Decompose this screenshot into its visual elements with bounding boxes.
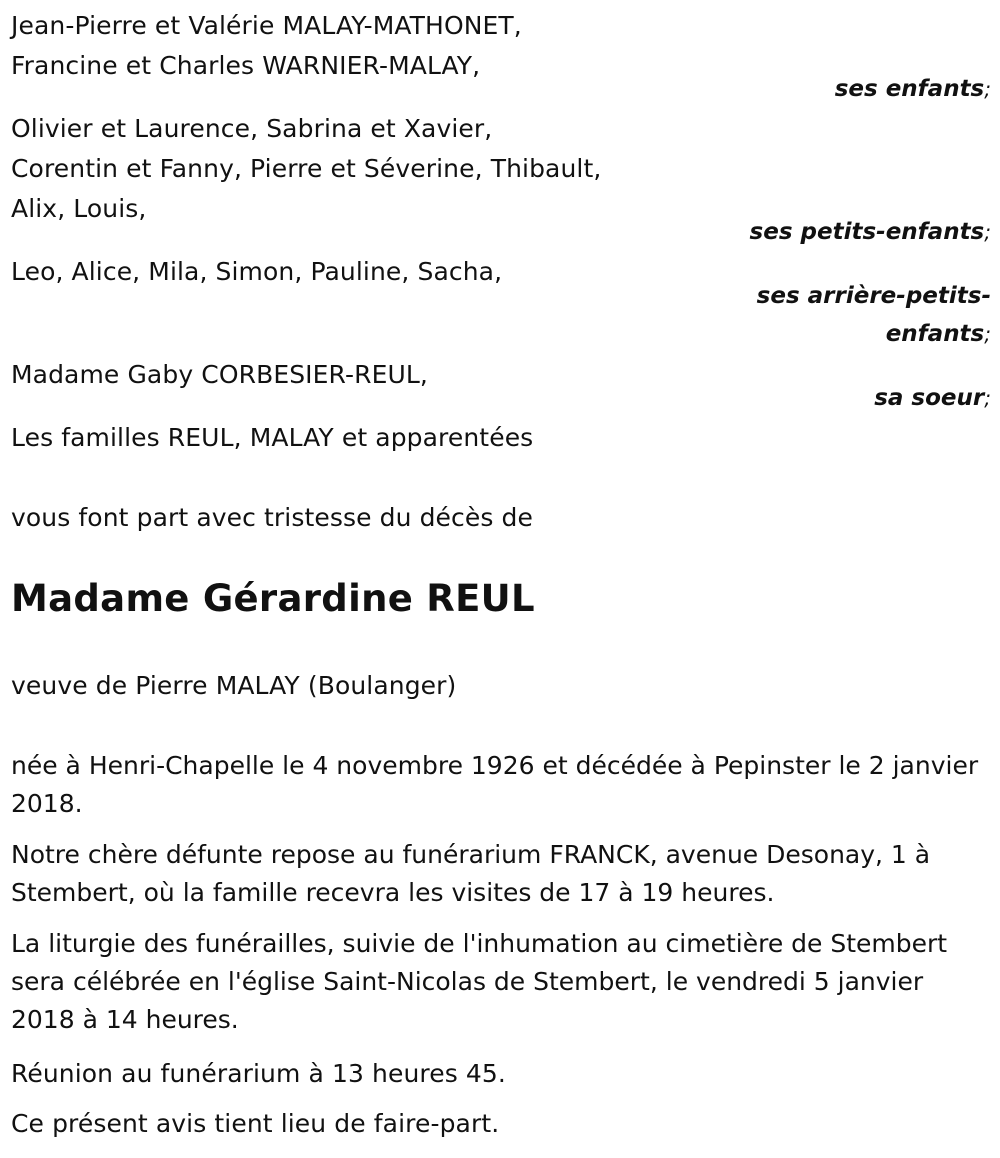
meeting-line: Réunion au funérarium à 13 heures 45.	[11, 1059, 506, 1088]
liturgy-paragraph: La liturgie des funérailles, suivie de l'inhumation au cimetière de Stembert sera célébrée en l'église Saint-Nicolas de Stembert, le vendredi 5 janvier 2018 à 14 heures.	[11, 929, 948, 1034]
great-grandchildren-role-line-2: enfants	[885, 321, 985, 347]
announcement-line: vous font part avec tristesse du décès de	[11, 503, 533, 532]
closing-line: Ce présent avis tient lieu de faire-part.	[11, 1109, 500, 1138]
families-line: Les familles REUL, MALAY et apparentées	[11, 423, 534, 452]
deceased-name: Madame Gérardine REUL	[11, 577, 535, 620]
role-separator: ;	[984, 386, 991, 410]
children-line-2: Francine et Charles WARNIER-MALAY,	[11, 51, 481, 80]
great-grandchildren-role	[11, 277, 991, 353]
great-grandchildren-list: Leo, Alice, Mila, Simon, Pauline, Sacha,	[11, 257, 503, 286]
grandchildren-role-label: ses petits-enfants	[749, 219, 985, 245]
role-separator: ;	[984, 77, 991, 101]
grandchildren-line-3: Alix, Louis,	[11, 194, 147, 223]
sister-name: Madame Gaby CORBESIER-REUL,	[11, 360, 428, 389]
children-role	[11, 70, 991, 108]
viewing-paragraph: Notre chère défunte repose au funérarium FRANCK, avenue Desonay, 1 à Stembert, où la famille recevra les visites de 17 à 19 heures.	[11, 840, 931, 907]
widow-of-line: veuve de Pierre MALAY (Boulanger)	[11, 671, 457, 700]
great-grandchildren-role-line-1: ses arrière-petits-	[756, 283, 991, 309]
children-role-label: ses enfants	[834, 76, 985, 102]
grandchildren-line-2: Corentin et Fanny, Pierre et Séverine, Thibault,	[11, 154, 602, 183]
grandchildren-list	[11, 109, 601, 229]
sister-role	[11, 379, 991, 417]
sister-role-label: sa soeur	[874, 385, 985, 411]
role-separator: ;	[984, 322, 991, 346]
role-separator: ;	[984, 220, 991, 244]
birth-death-paragraph: née à Henri-Chapelle le 4 novembre 1926 et décédée à Pepinster le 2 janvier 2018.	[11, 751, 979, 818]
grandchildren-role	[11, 213, 991, 251]
grandchildren-line-1: Olivier et Laurence, Sabrina et Xavier,	[11, 114, 493, 143]
children-line-1: Jean-Pierre et Valérie MALAY-MATHONET,	[11, 11, 522, 40]
